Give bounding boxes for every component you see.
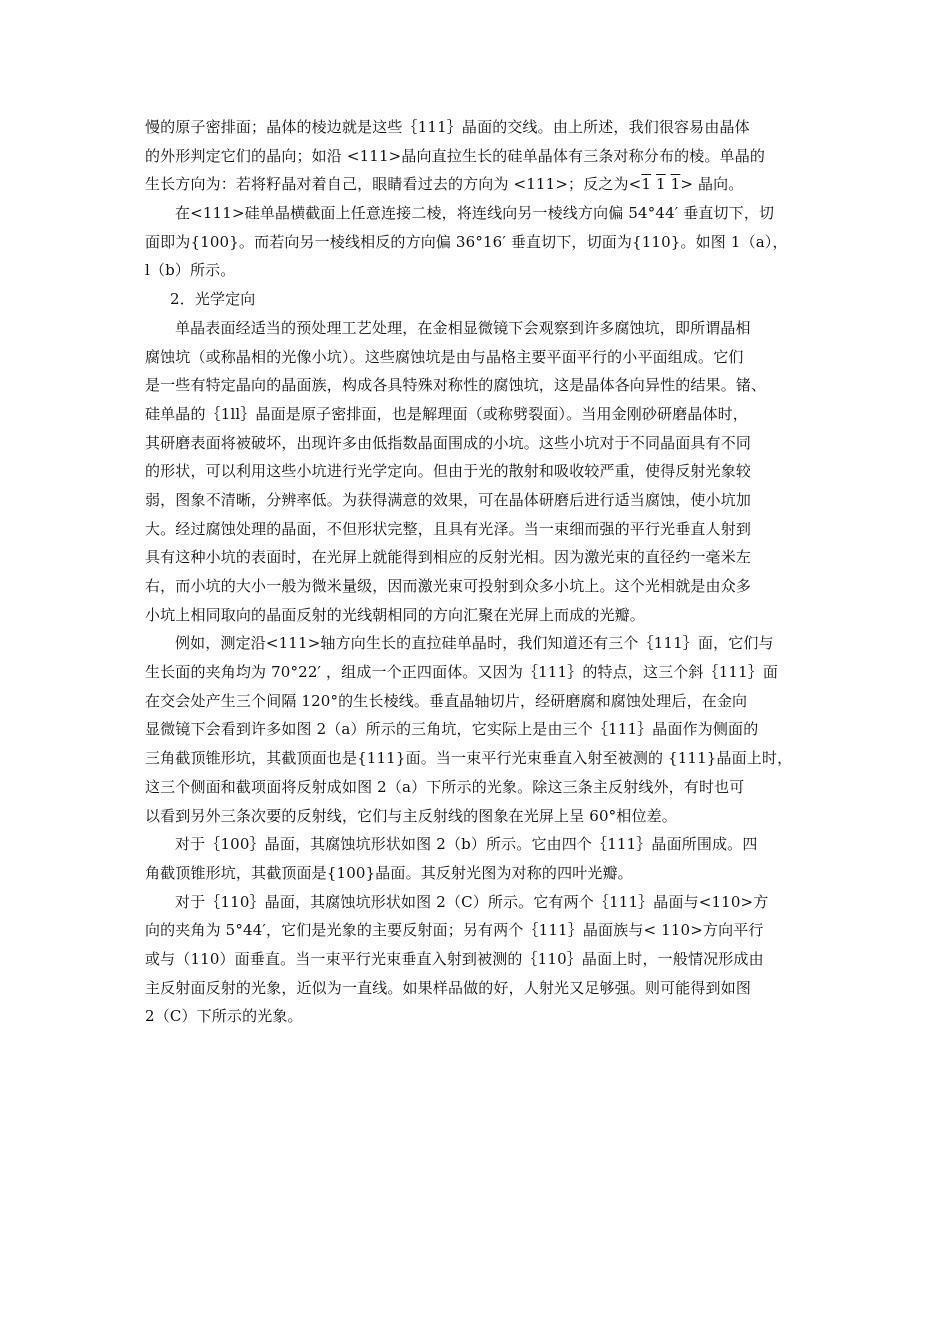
text-line: 大。经过腐蚀处理的晶面，不但形状完整，且具有光泽。当一束细而强的平行光垂直人射到 <box>145 519 752 538</box>
text-line: 以看到另外三条次要的反射线，它们与主反射线的图象在光屏上呈 60°相位差。 <box>145 806 677 825</box>
text-line: 角截顶锥形坑，其截顶面是{100}晶面。其反射光图为对称的四叶光瓣。 <box>145 863 633 882</box>
paragraph-start-line: 对于｛100｝晶面，其腐蚀坑形状如图 2（b）所示。它由四个｛111｝晶面所围成。四 <box>175 835 758 854</box>
text-line: 显微镜下会看到许多如图 2（a）所示的三角坑，它实际上是由三个｛111｝晶面作为侧面的 <box>145 720 759 739</box>
text-line: 或与（110）面垂直。当一束平行光束垂直入射到被测的｛110｝晶面上时，一般情况形成由 <box>145 949 764 968</box>
miller-index-bar-digit: 1 <box>670 175 681 194</box>
text-line: 腐蚀坑（或称晶相的光像小坑）。这些腐蚀坑是由与晶格主要平面平行的小平面组成。它们 <box>145 347 744 366</box>
text-line: 是一些有特定晶向的晶面族，构成各具特殊对称性的腐蚀坑，这是晶体各向异性的结果。锗、 <box>145 376 767 395</box>
paragraph-start-line: 在<111>硅单晶横截面上任意连接二棱，将连线向另一棱线方向偏 54°44′ 垂直切下，切 <box>175 204 775 223</box>
text-line: l（b）所示。 <box>145 261 236 280</box>
text-line: 的外形判定它们的晶向；如沿 <111>晶向直拉生长的硅单晶体有三条对称分布的棱。单晶的 <box>145 146 765 165</box>
paragraph-start-line: 对于｛110｝晶面，其腐蚀坑形状如图 2（C）所示。它有两个｛111｝晶面与<110>方 <box>175 892 769 911</box>
text-line: 小坑上相同取向的晶面反射的光线朝相同的方向汇聚在光屏上而成的光瓣。 <box>145 605 645 624</box>
document-body <box>145 113 810 1031</box>
text-line: 生长面的夹角均为 70°22′ ，组成一个正四面体。又因为｛111｝的特点，这三个斜｛111｝面 <box>145 663 779 682</box>
text-line: 弱，图象不清晰，分辨率低。为获得满意的效果，可在晶体研磨后进行适当腐蚀，使小坑加 <box>145 490 752 509</box>
text-line: 的形状，可以利用这些小坑进行光学定向。但由于光的散射和吸收较严重，使得反射光象较 <box>145 462 752 481</box>
text-line: 这三个侧面和截项面将反射成如图 2（a）下所示的光象。除这三条主反射线外，有时也可 <box>145 777 745 796</box>
text-fragment: 生长方向为：若将籽晶对着自己，眼睛看过去的方向为 <111>；反之为< <box>145 175 642 194</box>
text-line: 面即为{100}。而若向另一棱线相反的方向偏 36°16′ 垂直切下，切面为{110}。如图 1（a）， <box>145 232 788 251</box>
text-line: 慢的原子密排面；晶体的棱边就是这些｛111｝晶面的交线。由上所述，我们很容易由晶体 <box>145 118 750 136</box>
paragraph-start-line: 单晶表面经适当的预处理工艺处理，在金相显微镜下会观察到许多腐蚀坑，即所谓晶相 <box>175 318 751 337</box>
section-heading: 2．光学定向 <box>170 290 256 309</box>
text-line: 硅单晶的｛1ll｝晶面是原子密排面，也是解理面（或称劈裂面）。当用金刚砂研磨晶体时， <box>145 404 748 423</box>
text-line: 其研磨表面将被破坏，出现许多由低指数晶面围成的小坑。这些小坑对于不同晶面具有不同 <box>145 433 752 452</box>
text-line: 2（C）下所示的光象。 <box>145 1007 303 1026</box>
text-line: 在交会处产生三个间隔 120°的生长棱线。垂直晶轴切片，经研磨腐和腐蚀处理后，在金向 <box>145 691 748 710</box>
miller-index-bar-digit: 1 <box>641 175 652 194</box>
text-line: 主反射面反射的光象，近似为一直线。如果样品做的好，人射光又足够强。则可能得到如图 <box>145 978 752 997</box>
text-line: 右，而小坑的大小一般为微米量级，因而激光束可投射到众多小坑上。这个光相就是由众多 <box>145 577 752 595</box>
paragraph-start-line: 例如，测定沿<111>轴方向生长的直拉硅单晶时，我们知道还有三个｛111｝面，它们与 <box>175 634 774 653</box>
text-fragment: > 晶向。 <box>680 175 744 194</box>
text-line: 三角截顶锥形坑，其截顶面也是{111}面。当一束平行光束垂直入射至被测的 {111}晶面上时， <box>145 749 793 768</box>
miller-index-bar-digit: 1 <box>655 175 666 194</box>
text-line <box>145 170 810 199</box>
text-line: 向的夹角为 5°44′，它们是光象的主要反射面；另有两个｛111｝晶面族与< 110>方向平行 <box>145 921 764 940</box>
text-line: 具有这种小坑的表面时，在光屏上就能得到相应的反射光相。因为激光束的直径约一毫米左 <box>145 548 752 567</box>
